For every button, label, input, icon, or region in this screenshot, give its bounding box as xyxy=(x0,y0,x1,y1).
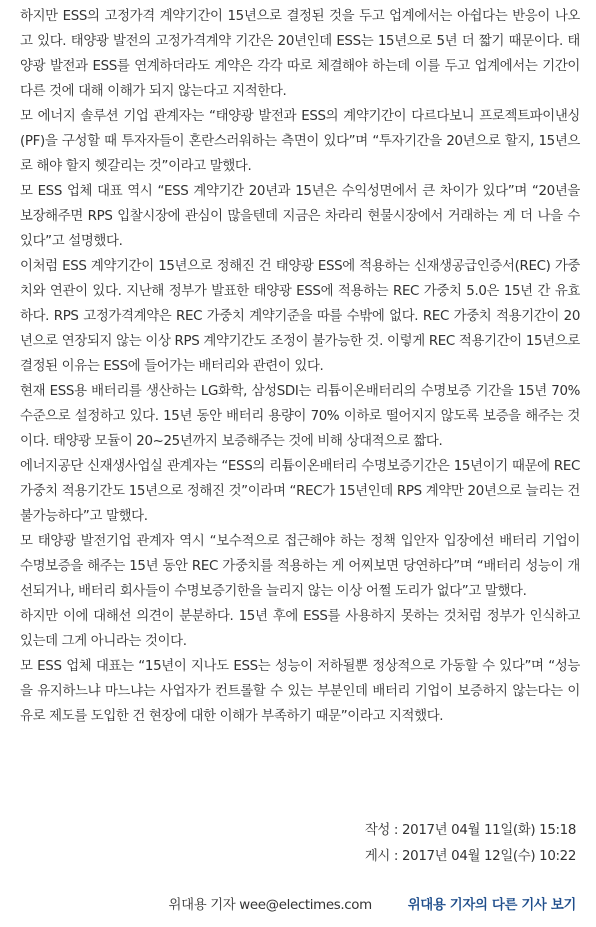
paragraph-4: 이처럼 ESS 계약기간이 15년으로 정해진 건 태양광 ESS에 적용하는 신재생공급인증서(REC) 가중치와 연관이 있다. 지난해 정부가 발표한 태양광 ESS에 적용하는 REC 가중치 5.0은 15년 간 유효하다. RPS 고정가격계약은 REC 가중치 계약기준을 따를 수밖에 없다. REC 가중치 적용기간이 20년으로 연장되지 않는 이상 RPS 계약기간도 조정이 불가능한 것. 이렇게 REC 적용기간이 15년으로 결정된 이유는 ESS에 들어가는 배터리와 관련이 있다. xyxy=(20,259,580,374)
paragraph-6: 에너지공단 신재생사업실 관계자는 “ESS의 리튬이온배터리 수명보증기간은 15년이기 때문에 REC 가중치 적용기간도 15년으로 정해진 것”이라며 “REC가 15년인데 RPS 계약만 20년으로 늘리는 건 불가능하다”고 말했다. xyxy=(20,459,580,524)
paragraph-8: 하지만 이에 대해선 의견이 분분하다. 15년 후에 ESS를 사용하지 못하는 것처럼 정부가 인식하고 있는데 그게 아니라는 것이다. xyxy=(20,609,580,649)
paragraph-7: 모 태양광 발전기업 관계자 역시 “보수적으로 접근해야 하는 정책 입안자 입장에선 배터리 기업이 수명보증을 해주는 15년 동안 REC 가중치를 적용하는 게 어찌보면 당연하다”며 “배터리 성능이 개선되거나, 배터리 회사들이 수명보증기한을 늘리지 않는 이상 어쩔 도리가 없다”고 말했다. xyxy=(20,534,580,599)
paragraph-2: 모 에너지 솔루션 기업 관계자는 “태양광 발전과 ESS의 계약기간이 다르다보니 프로젝트파이낸싱(PF)을 구성할 때 투자자들이 혼란스러워하는 측면이 있다”며 “투자기간을 20년으로 할지, 15년으로 해야 할지 헷갈리는 것”이라고 말했다. xyxy=(20,109,580,174)
article-body xyxy=(20,4,580,729)
article-meta xyxy=(365,818,576,870)
paragraph-5: 현재 ESS용 배터리를 생산하는 LG화학, 삼성SDI는 리튬이온배터리의 수명보증 기간을 15년 70% 수준으로 설정하고 있다. 15년 동안 배터리 용량이 70% 이하로 떨어지지 않도록 보증을 해주는 것이다. 태양광 모듈이 20~25년까지 보증해주는 것에 비해 상대적으로 짧다. xyxy=(20,384,581,449)
paragraph-1: 하지만 ESS의 고정가격 계약기간이 15년으로 결정된 것을 두고 업계에서는 아쉽다는 반응이 나오고 있다. 태양광 발전의 고정가격계약 기간은 20년인데 ESS는 15년으로 5년 더 짧기 때문이다. 태양광 발전과 ESS를 연계하더라도 계약은 각각 따로 체결해야 하는데 이를 두고 업계에서는 기간이 다른 것에 대해 이해가 되지 않는다고 지적한다. xyxy=(20,9,580,99)
paragraph-9: 모 ESS 업체 대표는 “15년이 지나도 ESS는 성능이 저하될뿐 정상적으로 가동할 수 있다”며 “성능을 유지하느냐 마느냐는 사업자가 컨트롤할 수 있는 부분인데 배터리 기업이 보증하지 않는다는 이유로 제도를 도입한 건 현장에 대한 이해가 부족하기 때문”이라고 지적했다. xyxy=(20,659,580,724)
posted-date: 게시 : 2017년 04월 12일(수) 10:22 xyxy=(364,849,576,864)
article-footer xyxy=(169,893,576,919)
reporter-byline: 위대용 기자 wee@electimes.com xyxy=(168,898,372,913)
paragraph-3: 모 ESS 업체 대표 역시 “ESS 계약기간 20년과 15년은 수익성면에서 큰 차이가 있다”며 “20년을 보장해주면 RPS 입찰시장에 관심이 많을텐데 지금은 차라리 현물시장에서 거래하는 게 더 나을 수 있다”고 설명했다. xyxy=(20,184,580,249)
more-articles-link[interactable]: 위대용 기자의 다른 기사 보기 xyxy=(407,898,576,913)
written-date: 작성 : 2017년 04월 11일(화) 15:18 xyxy=(364,823,576,838)
